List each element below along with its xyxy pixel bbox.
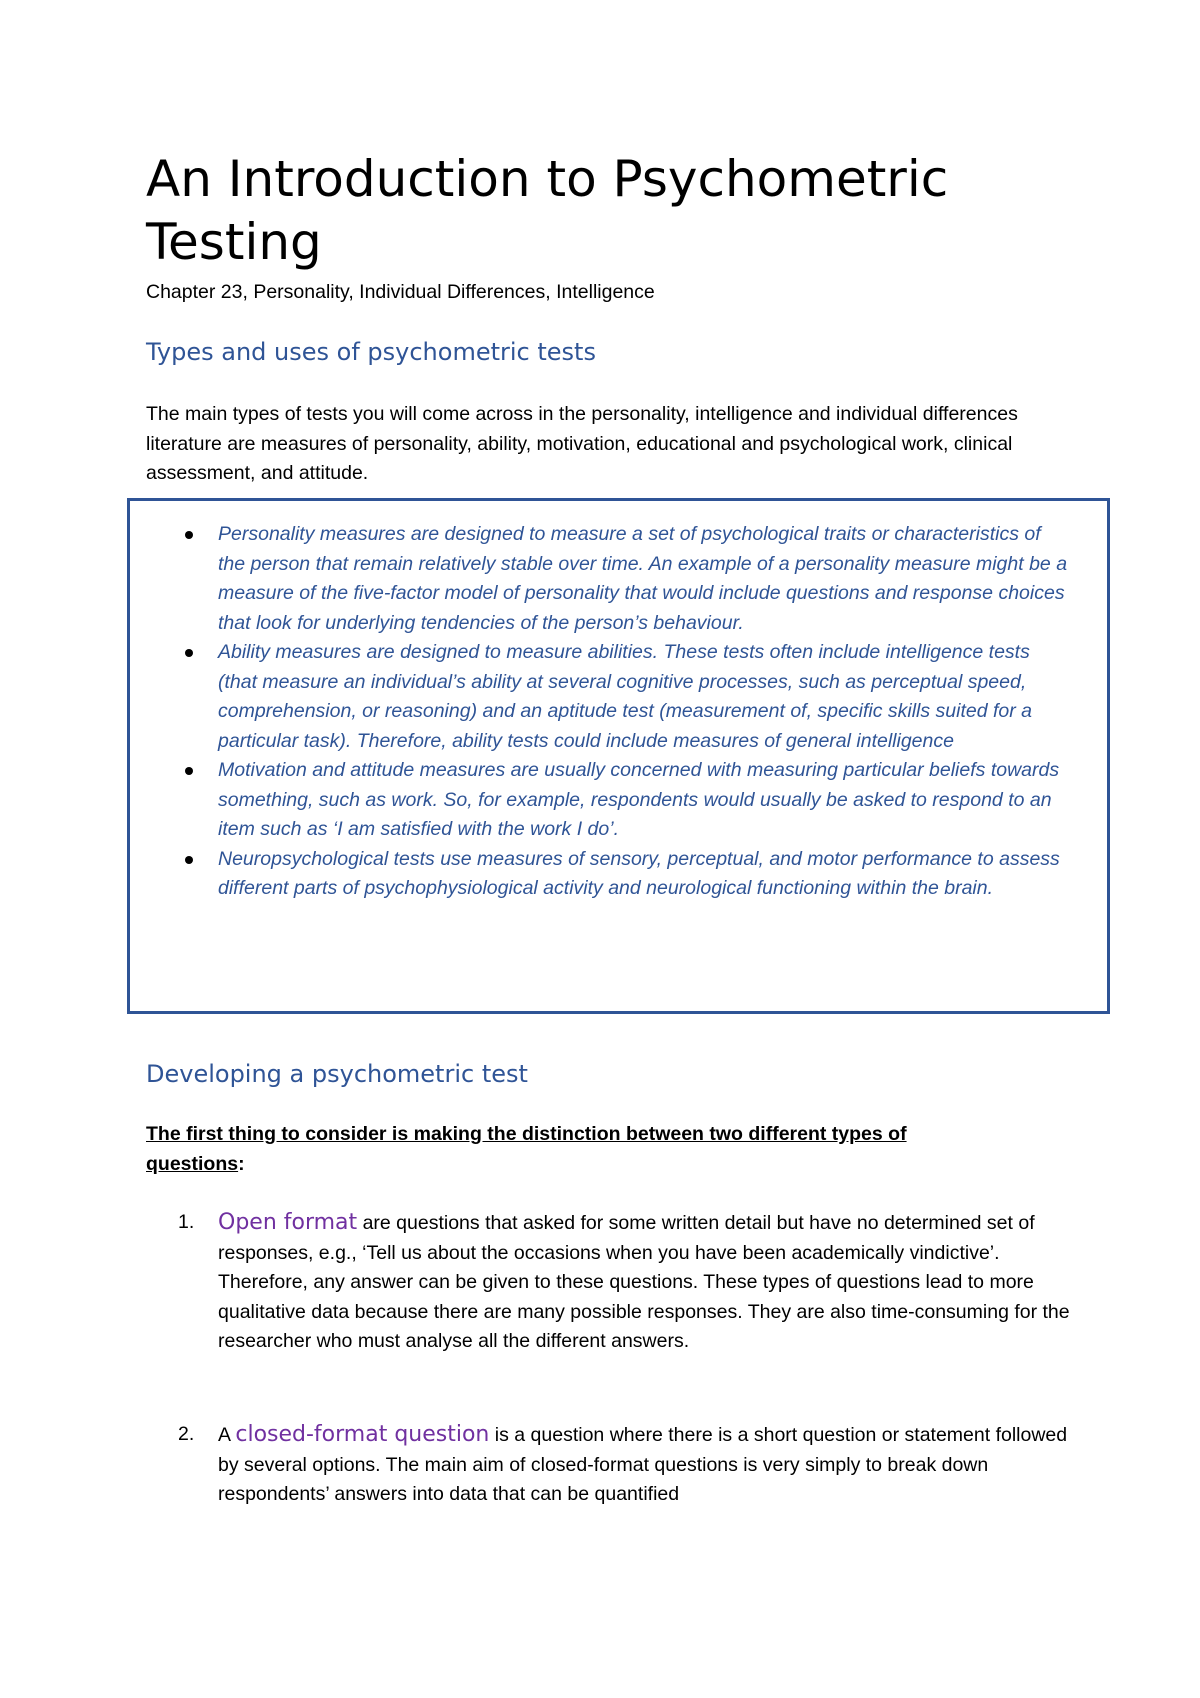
list-item-prefix: A — [218, 1424, 236, 1446]
list-item — [218, 520, 1068, 638]
list-number: 1. — [178, 1211, 195, 1233]
list-item — [178, 1420, 1078, 1510]
list-item — [218, 756, 1068, 845]
bullet-icon — [185, 767, 193, 775]
list-item-text: are questions that asked for some written detail but have no determined set of responses, e.g., ‘Tell us about the occasions when you have been academically vindictive’. Therefore, any answer can be given to these questions. These types of questions lead to more qualitative data because there are many possible responses. They are also time-consuming for the researcher who must analyse all the different answers. — [218, 1212, 1070, 1352]
bullet-icon — [185, 649, 193, 657]
question-types-list-1 — [178, 1208, 1078, 1357]
term-closed-format: closed-format question — [235, 1422, 490, 1447]
lead-underlined-text: The first thing to consider is making the distinction between two different types of questions — [146, 1123, 907, 1175]
question-types-list-2 — [178, 1420, 1078, 1510]
list-number: 2. — [178, 1423, 195, 1445]
list-item-text: is a question where there is a short question or statement followed by several options. The main aim of closed-format questions is very simply to break down respondents’ answers into data that can be quantified — [218, 1424, 1068, 1505]
page-subtitle: Chapter 23, Personality, Individual Differences, Intelligence — [146, 281, 655, 303]
test-types-list — [218, 520, 1068, 904]
list-item — [218, 845, 1068, 904]
section-heading-types: Types and uses of psychometric tests — [146, 338, 596, 366]
bullet-icon — [185, 531, 193, 539]
term-open-format: Open format — [218, 1210, 358, 1235]
list-item-text: Personality measures are designed to measure a set of psychological traits or characteristics of the person that remain relatively stable over time. An example of a personality measure might be a measure of the five-factor model of personality that would include questions and response choices that look for underlying tendencies of the person’s behaviour. — [218, 523, 1068, 634]
list-item-text: Motivation and attitude measures are usually concerned with measuring particular beliefs towards something, such as work. So, for example, respondents would usually be asked to respond to an item such as ‘I am satisfied with the work I do’. — [218, 759, 1060, 840]
section-intro-paragraph: The main types of tests you will come across in the personality, intelligence and individual differences literature are measures of personality, ability, motivation, educational and psychological work, clinical assessment, and attitude. — [146, 403, 1018, 484]
list-item — [218, 638, 1068, 756]
page-title: An Introduction to Psychometric Testing — [146, 150, 949, 271]
list-item — [178, 1208, 1078, 1357]
section-heading-developing: Developing a psychometric test — [146, 1060, 528, 1088]
lead-sentence — [146, 1120, 1006, 1179]
lead-colon: : — [238, 1152, 245, 1175]
list-item-text: Neuropsychological tests use measures of sensory, perceptual, and motor performance to assess different parts of psychophysiological activity and neurological functioning within the brain. — [218, 847, 1060, 899]
list-item-text: Ability measures are designed to measure abilities. These tests often include intelligence tests (that measure an individual’s ability at several cognitive processes, such as perceptual speed, comprehension, or reasoning) and an aptitude test (measurement of, specific skills suited for a particular task). Therefore, ability tests could include measures of general intelligence — [218, 641, 1033, 752]
bullet-icon — [185, 856, 193, 864]
